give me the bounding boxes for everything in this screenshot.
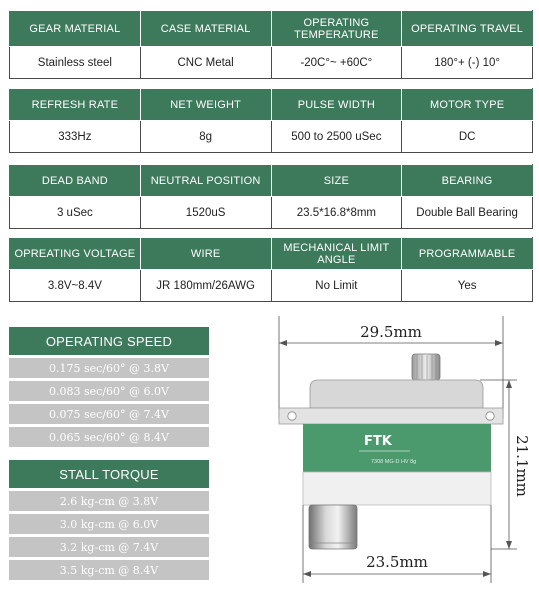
header-gear-material: GEAR MATERIAL <box>10 11 141 47</box>
motor-can <box>309 505 357 549</box>
spec-table-4 <box>9 237 533 302</box>
operating-speed-row: 0.083 sec/60° @ 6.0V <box>9 381 209 401</box>
spec-table-2 <box>9 88 533 153</box>
arrow-up-icon <box>506 380 512 388</box>
brand-logo: FTK <box>364 434 392 449</box>
value-operating-travel: 180°+ (-) 10° <box>402 47 533 79</box>
header-programmable: PROGRAMMABLE <box>402 238 533 270</box>
operating-speed-title: OPERATING SPEED <box>9 327 209 355</box>
bottom-width-label: 23.5mm <box>366 553 428 571</box>
servo-illustration <box>279 354 503 549</box>
mounting-hole-icon <box>288 412 296 420</box>
value-dead-band: 3 uSec <box>10 197 141 229</box>
operating-speed-row: 0.065 sec/60° @ 8.4V <box>9 427 209 447</box>
header-net-weight: NET WEIGHT <box>140 89 271 121</box>
value-gear-material: Stainless steel <box>10 47 141 79</box>
arrow-left-icon <box>303 571 311 577</box>
stall-torque-row: 3.5 kg-cm @ 8.4V <box>9 560 209 580</box>
header-mechanical-limit-angle: MECHANICAL LIMIT ANGLE <box>271 238 402 270</box>
value-case-material: CNC Metal <box>140 47 271 79</box>
operating-speed-block <box>9 327 209 447</box>
header-operating-temperature: OPERATING TEMPERATURE <box>271 11 402 47</box>
value-refresh-rate: 333Hz <box>10 121 141 153</box>
header-size: SIZE <box>271 165 402 197</box>
value-neutral-position: 1520uS <box>140 197 271 229</box>
servo-dimension-diagram <box>265 308 535 593</box>
stall-torque-title: STALL TORQUE <box>9 460 209 488</box>
mounting-hole-icon <box>486 412 494 420</box>
header-case-material: CASE MATERIAL <box>140 11 271 47</box>
stall-torque-row: 3.0 kg-cm @ 6.0V <box>9 514 209 534</box>
header-pulse-width: PULSE WIDTH <box>271 89 402 121</box>
value-wire: JR 180mm/26AWG <box>140 270 271 302</box>
operating-speed-row: 0.175 sec/60° @ 3.8V <box>9 358 209 378</box>
header-refresh-rate: REFRESH RATE <box>10 89 141 121</box>
header-bearing: BEARING <box>402 165 533 197</box>
mounting-ears <box>279 408 503 424</box>
header-dead-band: DEAD BAND <box>10 165 141 197</box>
value-net-weight: 8g <box>140 121 271 153</box>
value-operating-temperature: -20C°~ +60C° <box>271 47 402 79</box>
arrow-right-icon <box>495 340 503 346</box>
value-programmable: Yes <box>402 270 533 302</box>
stall-torque-block <box>9 460 209 580</box>
spec-table-1 <box>9 10 533 79</box>
header-neutral-position: NEUTRAL POSITION <box>140 165 271 197</box>
header-operating-voltage: OPREATING VOLTAGE <box>10 238 141 270</box>
model-label: 7308 MG-D HV 8g <box>371 459 417 465</box>
header-operating-travel: OPERATING TRAVEL <box>402 11 533 47</box>
top-width-label: 29.5mm <box>360 323 422 341</box>
value-operating-voltage: 3.8V~8.4V <box>10 270 141 302</box>
operating-speed-row: 0.075 sec/60° @ 7.4V <box>9 404 209 424</box>
stall-torque-row: 3.2 kg-cm @ 7.4V <box>9 537 209 557</box>
value-size: 23.5*16.8*8mm <box>271 197 402 229</box>
height-label: 21.1mm <box>513 435 531 497</box>
value-pulse-width: 500 to 2500 uSec <box>271 121 402 153</box>
stall-torque-row: 2.6 kg-cm @ 3.8V <box>9 491 209 511</box>
top-cap <box>310 380 483 408</box>
value-bearing: Double Ball Bearing <box>402 197 533 229</box>
header-motor-type: MOTOR TYPE <box>402 89 533 121</box>
value-motor-type: DC <box>402 121 533 153</box>
arrow-down-icon <box>506 541 512 549</box>
arrow-right-icon <box>483 571 491 577</box>
header-wire: WIRE <box>140 238 271 270</box>
value-mechanical-limit-angle: No Limit <box>271 270 402 302</box>
servo-lower-body <box>303 472 491 505</box>
arrow-left-icon <box>279 340 287 346</box>
spec-table-3 <box>9 164 533 229</box>
